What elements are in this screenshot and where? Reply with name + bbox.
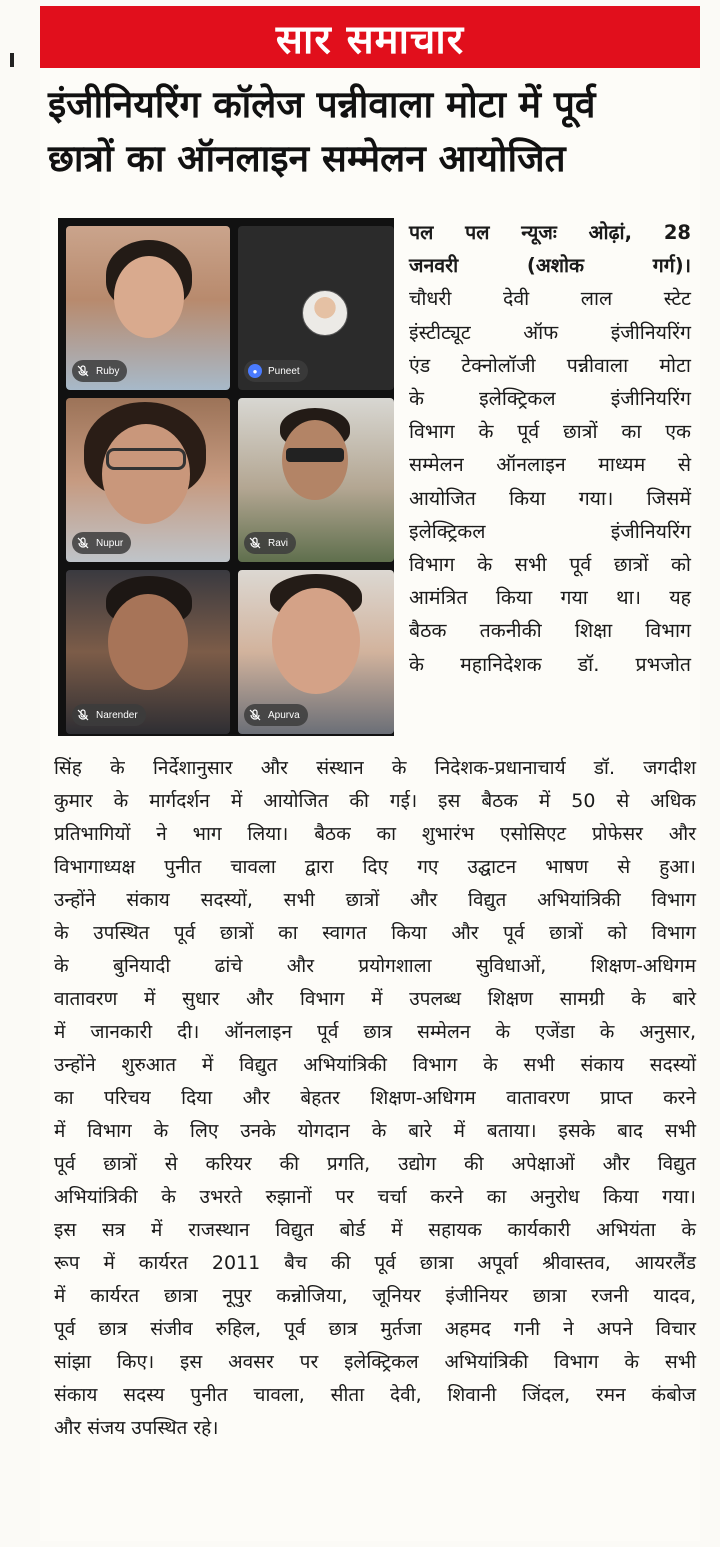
article-line: रूप में कार्यरत 2011 बैच की पूर्व छात्रा अपूर्वा श्रीवास्तव, आयरलैंड [54,1252,696,1274]
participant-tile [238,226,394,390]
article-line: बैठक तकनीकी शिक्षा विभाग [409,619,691,643]
article-line: विभागाध्यक्ष पुनीत चावला द्वारा दिए गए उद्घाटन भाषण से हुआ। [54,856,696,878]
news-clipping [40,6,700,1541]
section-title: सार समाचार [275,16,465,63]
article-line: उन्होंने शुरुआत में विद्युत अभियांत्रिकी विभाग के सभी संकाय सदस्यों [54,1054,696,1076]
video-call-photo [58,218,394,736]
headline-line-2: छात्रों का ऑनलाइन सम्मेलन आयोजित [48,137,566,180]
mic-off-icon [248,708,262,722]
mic-off-icon [76,364,90,378]
participant-label [72,704,146,726]
speaking-icon: ● [248,364,262,378]
article-line: के बुनियादी ढांचे और प्रयोगशाला सुविधाओं, शिक्षण-अधिगम [54,955,696,977]
participant-label [72,532,131,554]
article-line: पूर्व छात्रों से करियर की प्रगति, उद्योग की अपेक्षाओं और विद्युत [54,1153,696,1175]
participant-name: Narender [96,709,138,721]
participant-name: Apurva [268,709,300,721]
participant-tile [66,226,230,390]
participant-name: Ruby [96,365,120,377]
participant-name: Nupur [96,537,124,549]
headline [48,78,696,186]
article-line: अभियांत्रिकी के उभरते रुझानों पर चर्चा करने का अनुरोध किया गया। [54,1186,696,1208]
article-line: प्रतिभागियों ने भाग लिया। बैठक का शुभारंभ एसोसिएट प्रोफेसर और [54,823,696,845]
article-line: सम्मेलन ऑनलाइन माध्यम से [409,453,691,477]
article-line: सिंह के निर्देशानुसार और संस्थान के निदेशक-प्रधानाचार्य डॉ. जगदीश [54,757,696,779]
article-line: में जानकारी दी। ऑनलाइन पूर्व छात्र सम्मेलन के एजेंडा के अनुसार, [54,1021,696,1043]
article-line: संकाय सदस्य पुनीत चावला, सीता देवी, शिवानी जिंदल, रमन कंबोज [54,1384,696,1406]
participant-name: Puneet [268,365,300,377]
participant-label [244,360,308,382]
participant-tile [66,398,230,562]
dateline-2: जनवरी (अशोक गर्ग)। [409,254,691,278]
article-line: में कार्यरत छात्रा नूपुर कन्नोजिया, जूनियर इंजीनियर छात्रा रजनी यादव, [54,1285,696,1307]
article-line: विभाग के पूर्व छात्रों का एक [409,420,691,444]
participant-label [244,532,296,554]
article-line: आमंत्रित किया गया था। यह [409,586,691,610]
article-line: में विभाग के लिए उनके योगदान के बारे में बताया। इसके बाद सभी [54,1120,696,1142]
article-line: के इलेक्ट्रिकल इंजीनियरिंग [409,387,691,411]
article-line: के उपस्थित पूर्व छात्रों का स्वागत किया और पूर्व छात्रों को विभाग [54,922,696,944]
headline-line-1: इंजीनियरिंग कॉलेज पन्नीवाला मोटा में पूर्व [48,83,596,126]
article-line: उन्होंने संकाय सदस्यों, सभी छात्रों और विद्युत अभियांत्रिकी विभाग [54,889,696,911]
article-line: वातावरण में सुधार और विभाग में उपलब्ध शिक्षण सामग्री के बारे [54,988,696,1010]
article-line: इलेक्ट्रिकल इंजीनियरिंग [409,519,691,543]
article-line: इंस्टीट्यूट ऑफ इंजीनियरिंग [409,320,691,344]
participant-tile [238,570,394,734]
article-line: के महानिदेशक डॉ. प्रभजोत [409,652,691,676]
participant-tile [238,398,394,562]
avatar [302,290,348,336]
article-line: विभाग के सभी पूर्व छात्रों को [409,553,691,577]
mic-off-icon [76,536,90,550]
article-body [54,752,696,1445]
article-line: पूर्व छात्र संजीव रुहिल, पूर्व छात्र मुर्तजा अहमद गनी ने अपने विचार [54,1318,696,1340]
mic-off-icon [76,708,90,722]
article-line: चौधरी देवी लाल स्टेट [409,287,691,311]
article-line: का परिचय दिया और बेहतर शिक्षण-अधिगम वातावरण प्राप्त करने [54,1087,696,1109]
mic-off-icon [248,536,262,550]
participant-label [244,704,308,726]
participant-label [72,360,127,382]
dateline: पल पल न्यूजः ओढ़ां, 28 [409,221,691,244]
article-line: इस सत्र में राजस्थान विद्युत बोर्ड में सहायक कार्यकारी अभियंता के [54,1219,696,1241]
article-line: आयोजित किया गया। जिसमें [409,486,691,510]
article-line: सांझा किए। इस अवसर पर इलेक्ट्रिकल अभियांत्रिकी विभाग के सभी [54,1351,696,1373]
participant-tile [66,570,230,734]
participant-name: Ravi [268,537,289,549]
page-edge-mark [10,53,14,67]
article-line-final: और संजय उपस्थित रहे। [54,1417,219,1439]
article-intro [409,216,691,681]
article-line: कुमार के मार्गदर्शन में आयोजित की गई। इस बैठक में 50 से अधिक [54,790,696,812]
article-line: एंड टेक्नोलॉजी पन्नीवाला मोटा [409,353,691,377]
section-band [40,6,700,68]
